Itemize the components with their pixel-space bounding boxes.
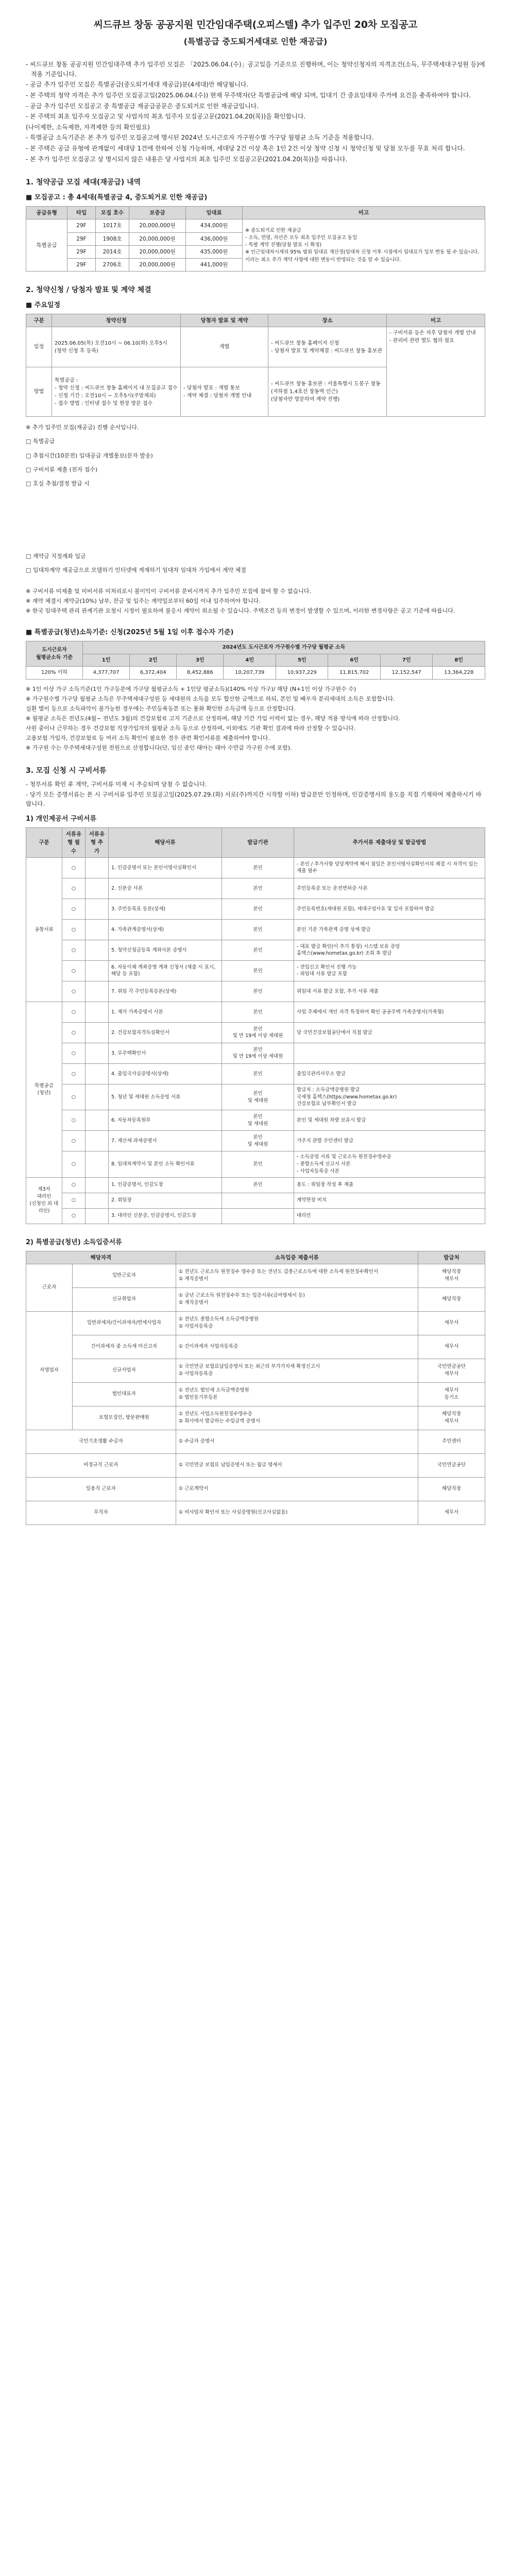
- cell: 해당직장 세무서: [418, 1406, 485, 1430]
- table-row: [26, 219, 485, 232]
- cell: 개별: [181, 327, 268, 367]
- cell: 본인 및 세대원: [222, 1084, 294, 1110]
- schedule-table: [26, 314, 485, 417]
- col-header: 추가서류 제출대상 및 발급방법: [294, 828, 485, 858]
- cell: 용도 : 위임장 작성 후 제출: [294, 1177, 485, 1193]
- col-header: 8인: [433, 654, 485, 667]
- cell: [294, 1043, 485, 1063]
- cell: [86, 960, 109, 981]
- intro-line: - 본 추가 입주민 모집공고 상 명시되지 않은 내용은 당 사업지의 최초 입주민 모집공고문(2021.04.20(목))을 따릅니다.: [26, 155, 348, 163]
- cell: 본인: [222, 981, 294, 1002]
- cell: 441,000원: [186, 259, 243, 272]
- table-row: [26, 878, 485, 899]
- supply-group: 특별공급: [26, 219, 67, 272]
- table-row: [26, 327, 485, 367]
- cell: ① 전년도 근로소득 원천징수 영수증 또는 전년도 갑종근로소득에 대한 소득세 원천징수확인서 ② 재직증명서: [176, 1264, 418, 1287]
- table-row: [26, 1406, 485, 1430]
- cell: 위임대 서류 발급 포함, 추가 서류 제출: [294, 981, 485, 1002]
- cell: 2706호: [96, 259, 129, 272]
- col-header: 모집 호수: [96, 207, 129, 219]
- cell: 본인: [222, 1151, 294, 1177]
- process-item: □ 계약금 지정계좌 입금: [26, 552, 86, 560]
- table-row: [26, 1131, 485, 1151]
- col-header: 2024년도 도시근로자 가구원수별 가구당 월평균 소득: [83, 641, 485, 654]
- cell: 본인: [222, 960, 294, 981]
- note-line: 사원 중이나 근무하는 경우 건강보험 직장가입자의 월평균 소득 등으로 산정하며, 이외에도 기관 확인 결과에 따라 산정할 수 있습니다.: [26, 724, 356, 732]
- note-line: ※ 1인 이상 가구 소득기준(1인 가구등분에 가구당 월평균소득 + 1인당 평균소득)(140% 이상 가구)/ 해당 (N+1인 이상 가구원수 수): [26, 685, 356, 692]
- income-notes: [26, 685, 485, 752]
- table-row: [26, 1501, 485, 1524]
- income-docs-table: [26, 1251, 485, 1525]
- cell: 일반근로자: [73, 1264, 176, 1287]
- table-row: [26, 1110, 485, 1131]
- cell: ○: [62, 1151, 86, 1177]
- cell: 8. 임대차계약서 및 본인 소득 확인서류: [109, 1151, 222, 1177]
- cell: [86, 940, 109, 960]
- col-header: 발급처: [418, 1251, 485, 1264]
- cell: 3. 무주택확인서: [109, 1043, 222, 1063]
- cell: 436,000원: [186, 232, 243, 245]
- cell: 3. 주민등록표 등본(상세): [109, 899, 222, 919]
- cell: 본인 및 만 19세 이상 세대원: [222, 1043, 294, 1063]
- cell: 주민센터: [418, 1430, 485, 1453]
- cell: 본인: [222, 919, 294, 940]
- cell: [222, 1193, 294, 1208]
- table-row: [26, 1382, 485, 1406]
- section-1-title: 1. 청약공급 모집 세대(재공급) 내역: [26, 178, 141, 187]
- table-row: [26, 1084, 485, 1110]
- cell: 해당직장 세무서: [418, 1264, 485, 1287]
- cell: 세무서: [418, 1501, 485, 1524]
- cell: [86, 981, 109, 1002]
- col-header: 4인: [224, 654, 276, 667]
- cell: ○: [62, 1022, 86, 1043]
- cell: 6. 자동이체 계좌증명 계좌 신청서 (제출 시 표시, 해당 등 포함): [109, 960, 222, 981]
- cell: 2025.06.05(목) 오전10시 ~ 06.10(화) 오후5시 (청약 신청 후 등록): [52, 327, 181, 367]
- cell: 6. 자동차등록원부: [109, 1110, 222, 1131]
- page-title: 씨드큐브 창동 공공지원 민간임대주택(오피스텔) 추가 입주민 20차 모집공고: [93, 19, 418, 30]
- cell: 20,000,000원: [129, 245, 186, 258]
- doc-group-label: 공통서류: [26, 857, 62, 1002]
- cell: ① 비사업자 확인서 또는 사실증명원(신고사실없음): [176, 1501, 418, 1524]
- cell: 신규사업자: [73, 1359, 176, 1382]
- cell: 29F: [67, 219, 96, 232]
- intro-line: - 씨드큐브 창동 공공지원 민간임대주택 추가 입주민 모집은 「2025.06.04.(수)」공고일을 기준으로 진행하며, 이는 청약신청자의 자격조건(소득, 무주택세대구성원 등)에 적용 기준입니다.: [26, 61, 485, 78]
- cell: - 대표 발급 확인(이 추가 통장) 시스템 보유 증빙 홈택스(www.hometax.go.kr) 조회 후 발급: [294, 940, 485, 960]
- col-header: 도시근로자 월평균소득 기준: [26, 641, 83, 667]
- cell: 본인: [222, 857, 294, 878]
- cell: 일용직 근로자: [26, 1477, 176, 1501]
- table-row: [26, 1151, 485, 1177]
- cell: 2. 건강보험자격득실확인서: [109, 1022, 222, 1043]
- cell: 20,000,000원: [129, 259, 186, 272]
- table-row: [26, 1177, 485, 1193]
- cell: - 씨드큐브 창동 홈페이지 신청 - 당첨자 발표 및 계약체결 : 씨드큐브 창동 홍보관: [268, 327, 387, 367]
- cell: 4. 출입국사실증명서(상세): [109, 1063, 222, 1084]
- table-row: [26, 1264, 485, 1287]
- cell: [86, 1002, 109, 1022]
- col-header: 6인: [328, 654, 381, 667]
- row-label: 일정: [26, 327, 52, 367]
- doc-group-label: 제3자 대리인 (신청인 외 대리인): [26, 1177, 62, 1224]
- col-header: 구분: [26, 314, 52, 327]
- cell: [86, 1043, 109, 1063]
- cell: ○: [62, 899, 86, 919]
- doc-para: - 당기 모든 증명서류는 본 시 구비서류 입주민 모집공고일(2025.07.29.(화) 서로(주)까지간 시작할 이하) 발급분만 인정하며, 인감증명서의 용도를 직접 기재하여 제출하시기 바랍니다.: [26, 791, 482, 808]
- cell: [86, 878, 109, 899]
- cell: 해당직장: [418, 1477, 485, 1501]
- table-row: [26, 960, 485, 981]
- cell: 본인: [222, 1063, 294, 1084]
- note-line: ※ 한국 임대주택 관리 관계기관 요청시 시정이 필요하며 불응시 계약이 취소될 수 있습니다. 주택조건 등의 변경이 발생할 수 있으며, 이러한 변경사항은 공고 기준에 따릅니다.: [26, 607, 455, 614]
- cell: 1. 재가 가족증명서 사본: [109, 1002, 222, 1022]
- table-row: [26, 1193, 485, 1208]
- cell: 본인 및 세대원: [222, 1131, 294, 1151]
- cell: 발급처 : 소득금액증명원 발급 국세청 홈택스(https://www.hometax.go.kr) 건강보험료 납부확인서 발급: [294, 1084, 485, 1110]
- table-row: [26, 940, 485, 960]
- table-row: [26, 1359, 485, 1382]
- table-row: [26, 1208, 485, 1224]
- cell: 법인대표자: [73, 1382, 176, 1406]
- income-title: ■ 특별공급(청년)소득기준: 신청(2025년 5월 1일 이후 접수자 기준): [26, 628, 234, 636]
- cell: 본인: [222, 940, 294, 960]
- col-header: 해당자격: [26, 1251, 176, 1264]
- cell: 본인 및 만 19세 이상 세대원: [222, 1022, 294, 1043]
- cell: [86, 1110, 109, 1131]
- cell: ○: [62, 1063, 86, 1084]
- col-header: 서류유형 추가: [86, 828, 109, 858]
- cell: [222, 1208, 294, 1224]
- col-header: 소득입증 제출서류: [176, 1251, 418, 1264]
- cell: 4. 가족관계증명서(상세): [109, 919, 222, 940]
- table-row: [26, 1022, 485, 1043]
- cell: 특별공급 : - 청약 신청 : 씨드큐브 창동 홈페이지 내 모집공고 접수 - 신청 기간 : 오전10시 ~ 오후5시(주말제외) - 접수 방법 : 인터넷 접수 및 현장 방문 접수: [52, 367, 181, 417]
- cell: 20,000,000원: [129, 219, 186, 232]
- page-subtitle: (특별공급 중도퇴거세대로 인한 재공급): [183, 37, 328, 47]
- cell: 10,207,739: [224, 667, 276, 680]
- cell: 2. 위임장: [109, 1193, 222, 1208]
- cell: 29F: [67, 245, 96, 258]
- cell: ○: [62, 981, 86, 1002]
- cell: 국민연금공단: [418, 1453, 485, 1477]
- table-row: [26, 857, 485, 878]
- col-header: 비고: [387, 314, 485, 327]
- col-header: 발급기관: [222, 828, 294, 858]
- cell: 3. 대리인 신분증, 인감증명서, 인감도장: [109, 1208, 222, 1224]
- cell: - 전입신고 확인서 진행 가능 - 위임대 서류 발급 포함: [294, 960, 485, 981]
- col-header: 타입: [67, 207, 96, 219]
- cell: ① 국민연금 보험료납입증명서 또는 최근의 부가가치세 확정신고서 ② 사업자등록증: [176, 1359, 418, 1382]
- note-line: ※ 가구원수별 가구당 월평균 소득은 무주택세대구성원 등 세대원의 소득을 모두 합산한 금액으로 하되, 본인 및 배우자 분리세대의 소득은 포함합니다.: [26, 695, 395, 702]
- col-header: 비고: [243, 207, 485, 219]
- cell: 간이과세자 중 소득세 미신고자: [73, 1335, 176, 1359]
- cell: ① 국민연금 보험료 납입증명서 또는 월급 명세서: [176, 1453, 418, 1477]
- cell: 본인: [222, 1177, 294, 1193]
- process-item: □ 특별공급: [26, 438, 55, 445]
- cell: 4,377,707: [83, 667, 130, 680]
- cell: 29F: [67, 259, 96, 272]
- cell: ① 수급자 증명서: [176, 1430, 418, 1453]
- table-row: [26, 981, 485, 1002]
- cell: 거주지 관할 주민센터 발급: [294, 1131, 485, 1151]
- process-item: □ 입대차계약 재공급으로 모델하기 인터넷에 게재하기 임대차 임대차 가입에서 계약 체결: [26, 566, 246, 573]
- doc-sub-1: 1) 개인제공서 구비서류: [26, 815, 97, 823]
- col-header: 보증금: [129, 207, 186, 219]
- section-2-sub: ■ 주요일정: [26, 301, 61, 310]
- cell: 120% 이하: [26, 667, 83, 680]
- cell: ① 전년도 법인세 소득금액증명원 ② 법인등기부등본: [176, 1382, 418, 1406]
- cell: ○: [62, 1208, 86, 1224]
- cell: 세무서 등기소: [418, 1382, 485, 1406]
- cell: 본인: [222, 878, 294, 899]
- cell: [86, 1208, 109, 1224]
- cell: 10,937,229: [276, 667, 328, 680]
- intro-line: - 특별공급 소득기준은 본 추가 입주민 모집공고에 명시된 2024년 도시근로자 가구원수별 가구당 월평균 소득 기준을 적용합니다.: [26, 134, 374, 142]
- cell: 당 국민건강보험공단에서 직접 발급: [294, 1022, 485, 1043]
- cell: [86, 1151, 109, 1177]
- cell: 근로자: [26, 1264, 73, 1311]
- cell: 11,815,702: [328, 667, 381, 680]
- col-header: 임대료: [186, 207, 243, 219]
- note-line: ※ 가구원 수는 무주택세대구성원 전원으로 산정합니다(단, 임신 중인 태아는 태아 수만큼 가구원 수에 포함).: [26, 744, 292, 751]
- cell: ○: [62, 1084, 86, 1110]
- cell: ○: [62, 1043, 86, 1063]
- intro-line: - 공급 추가 입주민 모집공고 중 특별공급 재공급공문은 중도퇴거로 인한 재공급입니다.: [26, 102, 259, 110]
- cell: 보험모집인, 방문판매원: [73, 1406, 176, 1430]
- cell: ① 전년도 종합소득세 소득금액증명원 ② 사업자등록증: [176, 1311, 418, 1335]
- col-header: 청약신청: [52, 314, 181, 327]
- cell: [86, 1084, 109, 1110]
- section-3-title: 3. 모집 신청 시 구비서류: [26, 766, 107, 775]
- cell: [86, 1022, 109, 1043]
- cell: ○: [62, 878, 86, 899]
- col-header: 7인: [380, 654, 433, 667]
- cell: - 소득증빙 서류 및 근로소득 원천징수영수증 - 종합소득세 신고서 사본 - 사업자등록증 사본: [294, 1151, 485, 1177]
- cell: - 구비서류 등은 차후 당첨자 개별 안내 - 관리비 관련 별도 협의 필요: [387, 327, 485, 417]
- intro-line: - 본 주택의 청약 자격은 추가 입주민 모집공고일(2025.06.04.(수)) 현재 무주택자(단 특별공급에 해당 되며, 입대기 간 중요임대차 주거에 요건을 충족하여야 합니다.: [26, 92, 471, 99]
- cell: 주민등록번호(세대원 포함), 세대구성사유 및 일자 포함하여 발급: [294, 899, 485, 919]
- cell: 2014호: [96, 245, 129, 258]
- cell: 12,152,547: [380, 667, 433, 680]
- cell: 주민등록증 또는 운전면허증 사본: [294, 878, 485, 899]
- process-list: [26, 423, 485, 487]
- cell: 20,000,000원: [129, 232, 186, 245]
- cell: 1908호: [96, 232, 129, 245]
- table-row: [26, 1002, 485, 1022]
- col-header: 5인: [276, 654, 328, 667]
- table-row: [26, 1311, 485, 1335]
- section-1-sub: ■ 모집공고 : 총 4세대(특별공급 4, 중도퇴거로 인한 재공급): [26, 193, 208, 201]
- cell: 신규취업자: [73, 1287, 176, 1311]
- col-header: 공급유형: [26, 207, 67, 219]
- cell: 해당직장: [418, 1287, 485, 1311]
- cell: 434,000원: [186, 219, 243, 232]
- intro-line: - 본 주택의 최초 입주자 모집공고 및 사업자의 최초 입주자 모집공고문(2021.04.20(목))을 확인합니다.: [26, 113, 306, 121]
- process-item: □ 호실 추첨/결정 발급 시: [26, 480, 90, 487]
- note-line: ※ 월평균 소득은 전년도(4월~ 전년도 3월)의 건강보험료 고지 기준으로 산정하며, 해당 기간 가입 이력이 없는 경우, 해당 적용 방식에 따라 산정합니다.: [26, 715, 401, 722]
- cell: 본인 기준 가족관계 증명 상세 발급: [294, 919, 485, 940]
- process-item: ※ 추가 입주민 모집(재공급) 진행 순서입니다.: [26, 424, 139, 431]
- cell: 계약현장 비치: [294, 1193, 485, 1208]
- col-header: 1인: [83, 654, 130, 667]
- cell: 13,364,228: [433, 667, 485, 680]
- doc-para: - 청부서류 확인 후 계약, 구비서류 미제 시 추승되며 당첨 수 없습니다.: [26, 780, 207, 788]
- cell: [86, 857, 109, 878]
- process-item: □ 구비서류 제출 (전자 접수): [26, 466, 98, 473]
- cell: 국민연금공단 세무서: [418, 1359, 485, 1382]
- cell: 무직자: [26, 1501, 176, 1524]
- table-row: [26, 899, 485, 919]
- cell: ① 간이과세자 사업자등록증: [176, 1335, 418, 1359]
- table-row: [26, 919, 485, 940]
- col-header: 장소: [268, 314, 387, 327]
- cell: 8,452,886: [177, 667, 224, 680]
- cell: 2. 신분증 사본: [109, 878, 222, 899]
- table-row: [26, 1287, 485, 1311]
- table-row: [26, 1335, 485, 1359]
- cell: ① 금년 근로소득 원천징수부 또는 입증서류(급여명세서 등) ② 재직증명서: [176, 1287, 418, 1311]
- cell: 7. 위임 각 주민등록등본(상세): [109, 981, 222, 1002]
- cell: ○: [62, 1002, 86, 1022]
- col-header: 구분: [26, 828, 62, 858]
- cell: ○: [62, 940, 86, 960]
- cell: 본인 및 세대원: [222, 1110, 294, 1131]
- process-item: □ 추첨시간(10분전) 입대공급 개별통보(문자 발송): [26, 452, 153, 459]
- cell: ○: [62, 1131, 86, 1151]
- cell: ① 근로계약서: [176, 1477, 418, 1501]
- intro-line: (나이제한, 소득제한, 자격제한 등의 확인필요): [26, 123, 150, 131]
- table-row: [26, 1043, 485, 1063]
- cell: - 본인 / 추가사항 당당계약에 해서 첨일은 본인서명사실확인서의 체결 시 자격이 있는 제출 필수: [294, 857, 485, 878]
- cell: 본인 및 세대원 차량 보유시 발급: [294, 1110, 485, 1131]
- cell: ○: [62, 1177, 86, 1193]
- process-list-2: [26, 552, 485, 574]
- note-line: 실환 별이 등으로 소득파악이 불가능한 경우에는 주민등록등본 또는 통화 확인한 소득금액 등으로 산정합니다.: [26, 705, 296, 712]
- cell: [86, 899, 109, 919]
- cell: - 씨드큐브 창동 홍보관 : 서울특별시 도봉구 창동 (지하철 1,4호선 창동역 인근) (당첨자만 방문하여 계약 진행): [268, 367, 387, 417]
- cell: 1. 인감증명서 또는 본인서명사실확인서: [109, 857, 222, 878]
- doc-sub-2: 2) 특별공급(청년) 소득입증서류: [26, 1238, 122, 1246]
- supply-table: [26, 206, 485, 272]
- income-table: [26, 641, 485, 680]
- note-line: ※ 구비서류 미제출 및 미비서류 미처리로시 불이익이 구비서류 분비시까지 추가 입주민 모집에 참여 할 수 없습니다.: [26, 587, 311, 595]
- cell: - 당첨자 발표 : 개별 통보 - 계약 체결 : 당첨자 개별 안내: [181, 367, 268, 417]
- table-row: [26, 667, 485, 680]
- cell: 대리인: [294, 1208, 485, 1224]
- cell: ○: [62, 960, 86, 981]
- col-header: 해당서류: [109, 828, 222, 858]
- cell: ○: [62, 1193, 86, 1208]
- schedule-notes: [26, 587, 485, 615]
- cell: 7. 재산세 과세증명서: [109, 1131, 222, 1151]
- intro-section: [26, 60, 485, 164]
- col-header: 당첨자 발표 및 계약: [181, 314, 268, 327]
- cell: 6,372,404: [130, 667, 177, 680]
- cell: 본인: [222, 899, 294, 919]
- intro-line: - 본 주택은 공급 유형에 관계없이 세대당 1건에 한하여 신청 가능하며, 세대당 2건 이상 혹은 1인 2건 이상 청약 신청 시 청약신청 및 당첨 모두를 무효 처리 합니다.: [26, 144, 465, 152]
- cell: 435,000원: [186, 245, 243, 258]
- cell: 본인: [222, 1002, 294, 1022]
- note-line: 고용보험 가입자, 건강보험료 등 여러 소득 확인이 필요한 경우 관련 확인서류를 제출하여야 합니다.: [26, 734, 270, 741]
- cell: ① 전년도 사업소득원천징수영수증 ② 회사에서 발급하는 수입금액 증명서: [176, 1406, 418, 1430]
- intro-line: - 공급 추가 입주민 모집은 특별공급(중도퇴거세대 재공급)분(4세대)만 해당됩니다.: [26, 81, 249, 89]
- section-2-title: 2. 청약신청 / 당첨자 발표 및 계약 체결: [26, 286, 151, 295]
- cell: 국민기초생활 수급자: [26, 1430, 176, 1453]
- cell: 29F: [67, 232, 96, 245]
- table-row: [26, 1477, 485, 1501]
- cell: 세무서: [418, 1311, 485, 1335]
- cell: [86, 919, 109, 940]
- cell: 1017호: [96, 219, 129, 232]
- cell: ○: [62, 1110, 86, 1131]
- col-header: 서류유형 필수: [62, 828, 86, 858]
- cell: ○: [62, 857, 86, 878]
- cell: [86, 1131, 109, 1151]
- cell: 사업 주체에서 개인 자격 특정하여 확인 공공주택 가족증명서(가족형): [294, 1002, 485, 1022]
- cell: 5. 청약신청금등록 계좌사본 증명서: [109, 940, 222, 960]
- col-header: 3인: [177, 654, 224, 667]
- row-label: 방법: [26, 367, 52, 417]
- col-header: 2인: [130, 654, 177, 667]
- table-row: [26, 1453, 485, 1477]
- cell: [86, 1193, 109, 1208]
- cell: [86, 1063, 109, 1084]
- table-row: [26, 1063, 485, 1084]
- cell: 세무서: [418, 1335, 485, 1359]
- documents-table: [26, 827, 485, 1224]
- cell: 비정규직 근로자: [26, 1453, 176, 1477]
- cell: 일반과세자/간이과세자/면세사업자: [73, 1311, 176, 1335]
- cell: 5. 청년 및 세대원 소득증빙 서류: [109, 1084, 222, 1110]
- note-line: ※ 계약 체결시 계약금(10%) 납부, 잔금 및 입주는 계약일로부터 60일 이내 입주하여야 합니다.: [26, 597, 261, 604]
- supply-remark: ※ 중도퇴거로 인한 재공급 - 소득, 연령, 자산은 모두 최초 입주민 모집공고 동일 - 특별 계약 진행(당첨 발표 시 확정) ※ 인근임대차시세의 95% 범위 임대료 재산정(임대차 신청 이후 시점에서 임대료가 일부 변동 될 수 있습니다. 이러는 최소 추가 계약 사항에 대한 변동이 반영되는 것을 알 수 있습니다.: [243, 219, 485, 272]
- doc-group-label: 특별공급 (청년): [26, 1002, 62, 1177]
- cell: 1. 인감증명서, 인감도장: [109, 1177, 222, 1193]
- cell: 출입국관리사무소 발급: [294, 1063, 485, 1084]
- cell: [86, 1177, 109, 1193]
- cell: 자영업자: [26, 1311, 73, 1430]
- table-row: [26, 1430, 485, 1453]
- cell: ○: [62, 919, 86, 940]
